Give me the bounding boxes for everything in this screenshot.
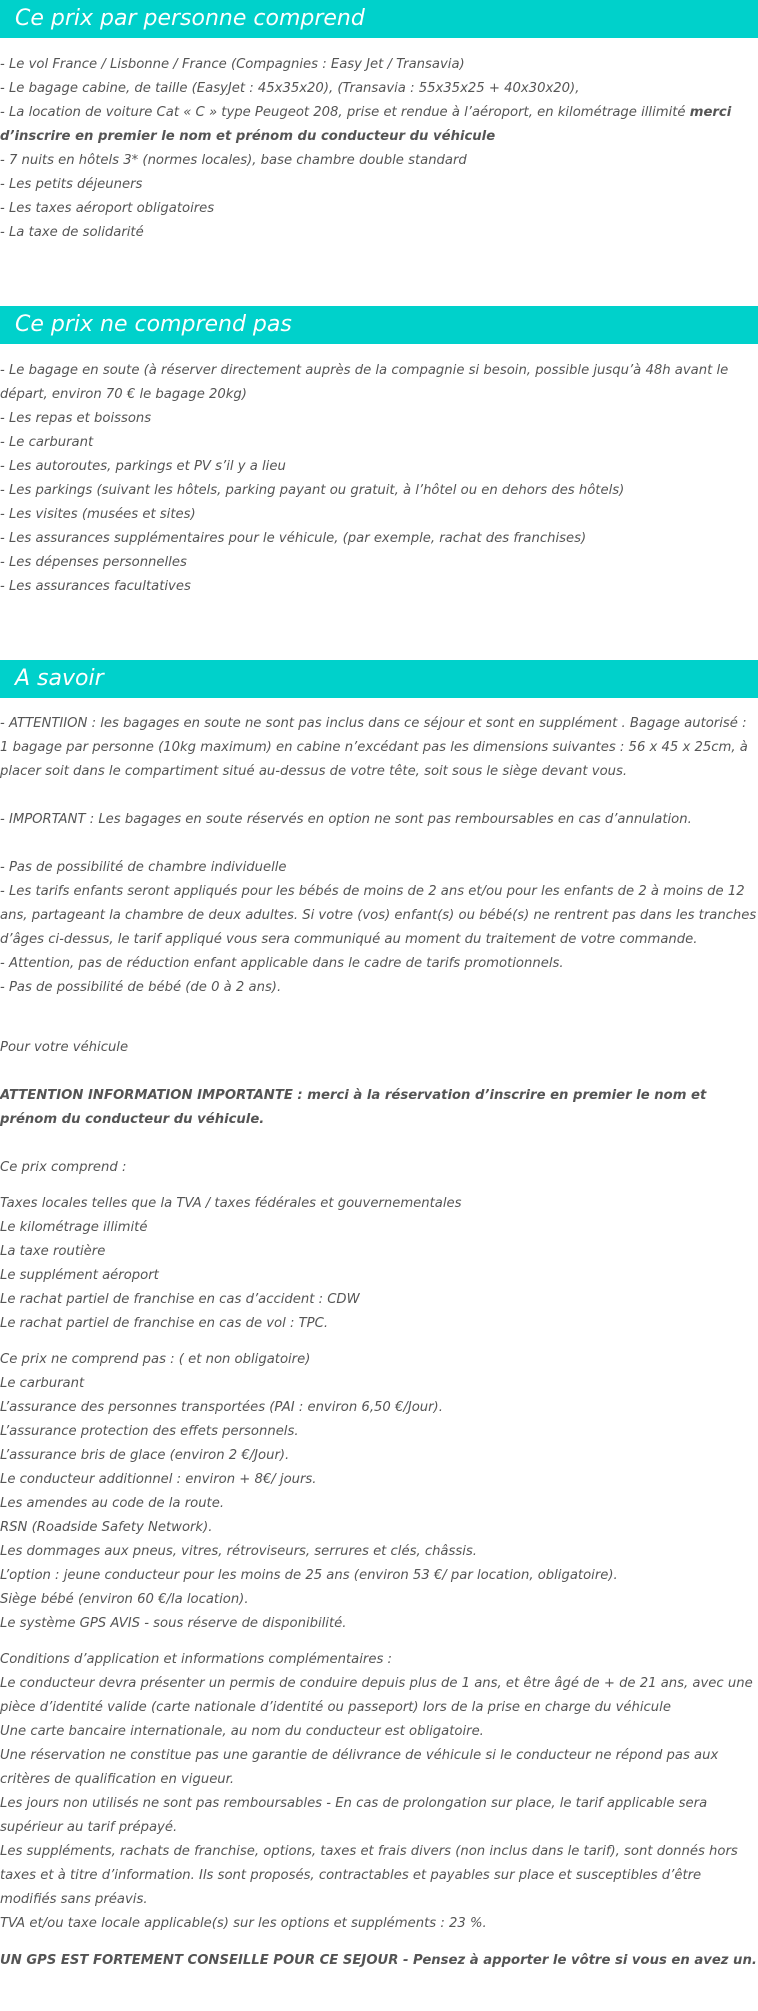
list-item-text: - La location de voiture Cat « C » type Peugeot 208, prise et rendue à l’aéroport, en kilométrage illimité (0, 105, 690, 120)
list-item: - Les parkings (suivant les hôtels, parking payant ou gratuit, à l’hôtel ou en dehors des hôtels) (0, 483, 625, 498)
list-item: - La taxe de solidarité (0, 225, 144, 240)
list-item: Les suppléments, rachats de franchise, options, taxes et frais divers (non inclus dans le tarif), sont donnés hors taxes et à titre d’information. Ils sont proposés, contractables et payables sur place et susceptibles d’être modifiés sans préavis. (0, 1844, 738, 1907)
list-item: Le rachat partiel de franchise en cas d’accident : CDW (0, 1292, 360, 1307)
list-item: L’assurance bris de glace (environ 2 €/Jour). (0, 1448, 290, 1463)
vehicle-intro: Pour votre véhicule (0, 1040, 129, 1055)
list-item: Le conducteur additionnel : environ + 8€/ jours. (0, 1472, 317, 1487)
list-item: - Les autoroutes, parkings et PV s’il y a lieu (0, 459, 286, 474)
list-item: - Les assurances facultatives (0, 579, 191, 594)
list-item: RSN (Roadside Safety Network). (0, 1520, 213, 1535)
list-item: Les jours non utilisés ne sont pas remboursables - En cas de prolongation sur place, le tarif applicable sera supérieur au tarif prépayé. (0, 1796, 708, 1835)
list-item: Le carburant (0, 1376, 85, 1391)
vehicle-info (0, 1036, 758, 1973)
includes-heading: Ce prix par personne comprend (0, 0, 758, 38)
list-item: Le rachat partiel de franchise en cas de vol : TPC. (0, 1316, 329, 1331)
vehicle-includes-title: Ce prix comprend : (0, 1160, 127, 1175)
includes-list (0, 53, 758, 245)
list-item: Une carte bancaire internationale, au nom du conducteur est obligatoire. (0, 1724, 484, 1739)
gps-warning: UN GPS EST FORTEMENT CONSEILLE POUR CE SEJOUR - Pensez à apporter le vôtre si vous en avez un. (0, 1953, 757, 1968)
savoir-heading: A savoir (0, 660, 758, 698)
list-item: L’assurance des personnes transportées (PAI : environ 6,50 €/Jour). (0, 1400, 443, 1415)
vehicle-excludes-title: Ce prix ne comprend pas : ( et non obligatoire) (0, 1352, 311, 1367)
list-item: Le kilométrage illimité (0, 1220, 148, 1235)
list-item: - Pas de possibilité de chambre individuelle (0, 860, 287, 875)
list-item: Une réservation ne constitue pas une garantie de délivrance de véhicule si le conducteur ne répond pas aux critères de qualification en vigueur. (0, 1748, 719, 1787)
list-item: L’assurance protection des effets personnels. (0, 1424, 299, 1439)
list-item: L’option : jeune conducteur pour les moins de 25 ans (environ 53 €/ par location, obligatoire). (0, 1568, 618, 1583)
vehicle-attention: ATTENTION INFORMATION IMPORTANTE : merci à la réservation d’inscrire en premier le nom et prénom du conducteur du véhicule. (0, 1088, 707, 1127)
list-item (0, 101, 758, 149)
list-item: Les dommages aux pneus, vitres, rétroviseurs, serrures et clés, châssis. (0, 1544, 477, 1559)
list-item: - Les visites (musées et sites) (0, 507, 196, 522)
list-item: - Pas de possibilité de bébé (de 0 à 2 ans). (0, 980, 282, 995)
luggage-attention-text: - ATTENTIION : les bagages en soute ne sont pas inclus dans ce séjour et sont en supplément . Bagage autorisé : 1 bagage par personne (10kg maximum) en cabine n’excédant pas les dimensions suivantes : 56 x 45 x 25cm, à placer soit dans le compartiment situé au-dessus de votre tête, soit sous le siège devant vous. (0, 716, 748, 779)
list-item: - Le bagage en soute (à réserver directement auprès de la compagnie si besoin, possible jusqu’à 48h avant le départ, environ 70 € le bagage 20kg) (0, 363, 729, 402)
list-item: Le supplément aéroport (0, 1268, 159, 1283)
luggage-important-text: - IMPORTANT : Les bagages en soute réservés en option ne sont pas remboursables en cas d’annulation. (0, 812, 692, 827)
list-item: Taxes locales telles que la TVA / taxes fédérales et gouvernementales (0, 1196, 462, 1211)
excludes-section (0, 306, 758, 599)
excludes-list (0, 359, 758, 599)
list-item: - Les dépenses personnelles (0, 555, 187, 570)
list-item: - 7 nuits en hôtels 3* (normes locales), base chambre double standard (0, 153, 467, 168)
list-item: - Le bagage cabine, de taille (EasyJet : 45x35x20), (Transavia : 55x35x25 + 40x30x20), (0, 81, 580, 96)
driver-name-note: merci d’inscrire en premier le nom et prénom du conducteur du véhicule (0, 105, 732, 144)
list-item: Le système GPS AVIS - sous réserve de disponibilité. (0, 1616, 347, 1631)
list-item: TVA et/ou taxe locale applicable(s) sur les options et suppléments : 23 %. (0, 1916, 487, 1931)
includes-section (0, 0, 758, 245)
list-item: Siège bébé (environ 60 €/la location). (0, 1592, 249, 1607)
list-item: - Les petits déjeuners (0, 177, 143, 192)
savoir-section (0, 660, 758, 1000)
list-item: Le conducteur devra présenter un permis de conduire depuis plus de 1 ans, et être âgé de + de 21 ans, avec une pièce d’identité valide (carte nationale d’identité ou passeport) lors de la prise en charge du véhicule (0, 1676, 753, 1715)
excludes-heading: Ce prix ne comprend pas (0, 306, 758, 344)
list-item: Les amendes au code de la route. (0, 1496, 225, 1511)
list-item: - Les tarifs enfants seront appliqués pour les bébés de moins de 2 ans et/ou pour les enfants de 2 à moins de 12 ans, partageant la chambre de deux adultes. Si votre (vos) enfant(s) ou bébé(s) ne rentrent pas dans les tranches d’âges ci-dessus, le tarif appliqué vous sera communiqué au moment du traitement de votre commande. (0, 884, 757, 947)
savoir-content (0, 712, 758, 1000)
list-item: La taxe routière (0, 1244, 106, 1259)
list-item: - Le carburant (0, 435, 94, 450)
list-item: - Les assurances supplémentaires pour le véhicule, (par exemple, rachat des franchises) (0, 531, 587, 546)
list-item: - Les repas et boissons (0, 411, 152, 426)
list-item: - Les taxes aéroport obligatoires (0, 201, 215, 216)
list-item: - Le vol France / Lisbonne / France (Compagnies : Easy Jet / Transavia) (0, 57, 465, 72)
vehicle-conditions-title: Conditions d’application et informations complémentaires : (0, 1652, 392, 1667)
list-item: - Attention, pas de réduction enfant applicable dans le cadre de tarifs promotionnels. (0, 956, 564, 971)
